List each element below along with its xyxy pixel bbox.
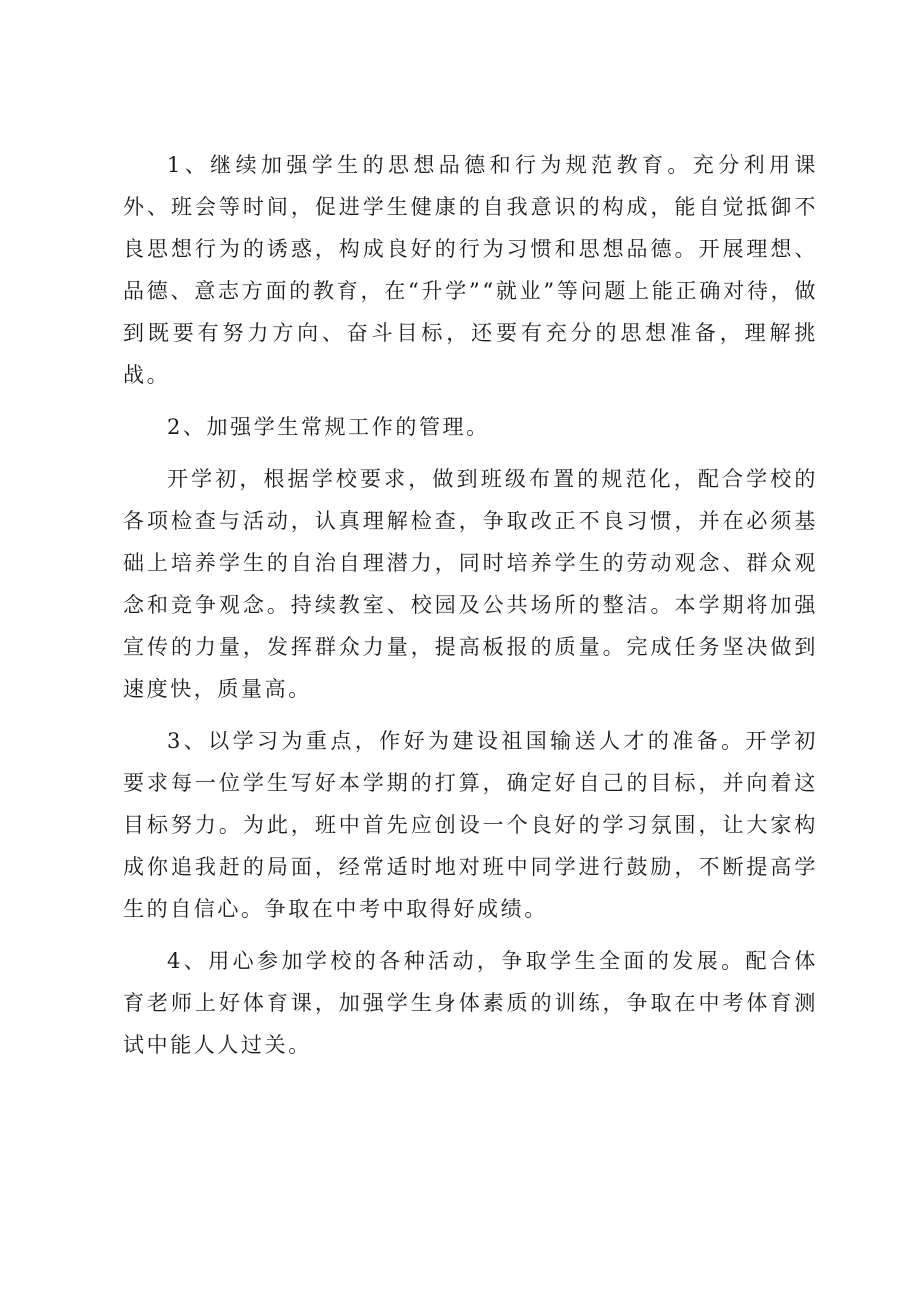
document-body (123, 144, 818, 1066)
paragraph-5: 4、用心参加学校的各种活动，争取学生全面的发展。配合体育老师上好体育课，加强学生身体素质的训练，争取在中考体育测试中能人人过关。 (123, 949, 818, 1057)
paragraph-4: 3、以学习为重点，作好为建设祖国输送人才的准备。开学初要求每一位学生写好本学期的打算，确定好自己的目标，并向着这目标努力。为此，班中首先应创设一个良好的学习氛围，让大家构成你追我赶的局面，经常适时地对班中同学进行鼓励，不断提高学生的自信心。争取在中考中取得好成绩。 (123, 729, 818, 921)
paragraph-1: 1、继续加强学生的思想品德和行为规范教育。充分利用课外、班会等时间，促进学生健康的自我意识的构成，能自觉抵御不良思想行为的诱惑，构成良好的行为习惯和思想品德。开展理想、品德、意志方面的教育，在“升学”“就业”等问题上能正确对待，做到既要有努力方向、奋斗目标，还要有充分的思想准备，理解挑战。 (123, 153, 818, 387)
paragraph-2: 2、加强学生常规工作的管理。 (167, 415, 490, 439)
paragraph-3: 开学初，根据学校要求，做到班级布置的规范化，配合学校的各项检查与活动，认真理解检查，争取改正不良习惯，并在必须基础上培养学生的自治自理潜力，同时培养学生的劳动观念、群众观念和竞争观念。持续教室、校园及公共场所的整洁。本学期将加强宣传的力量，发挥群众力量，提高板报的质量。完成任务坚决做到速度快，质量高。 (123, 467, 818, 701)
